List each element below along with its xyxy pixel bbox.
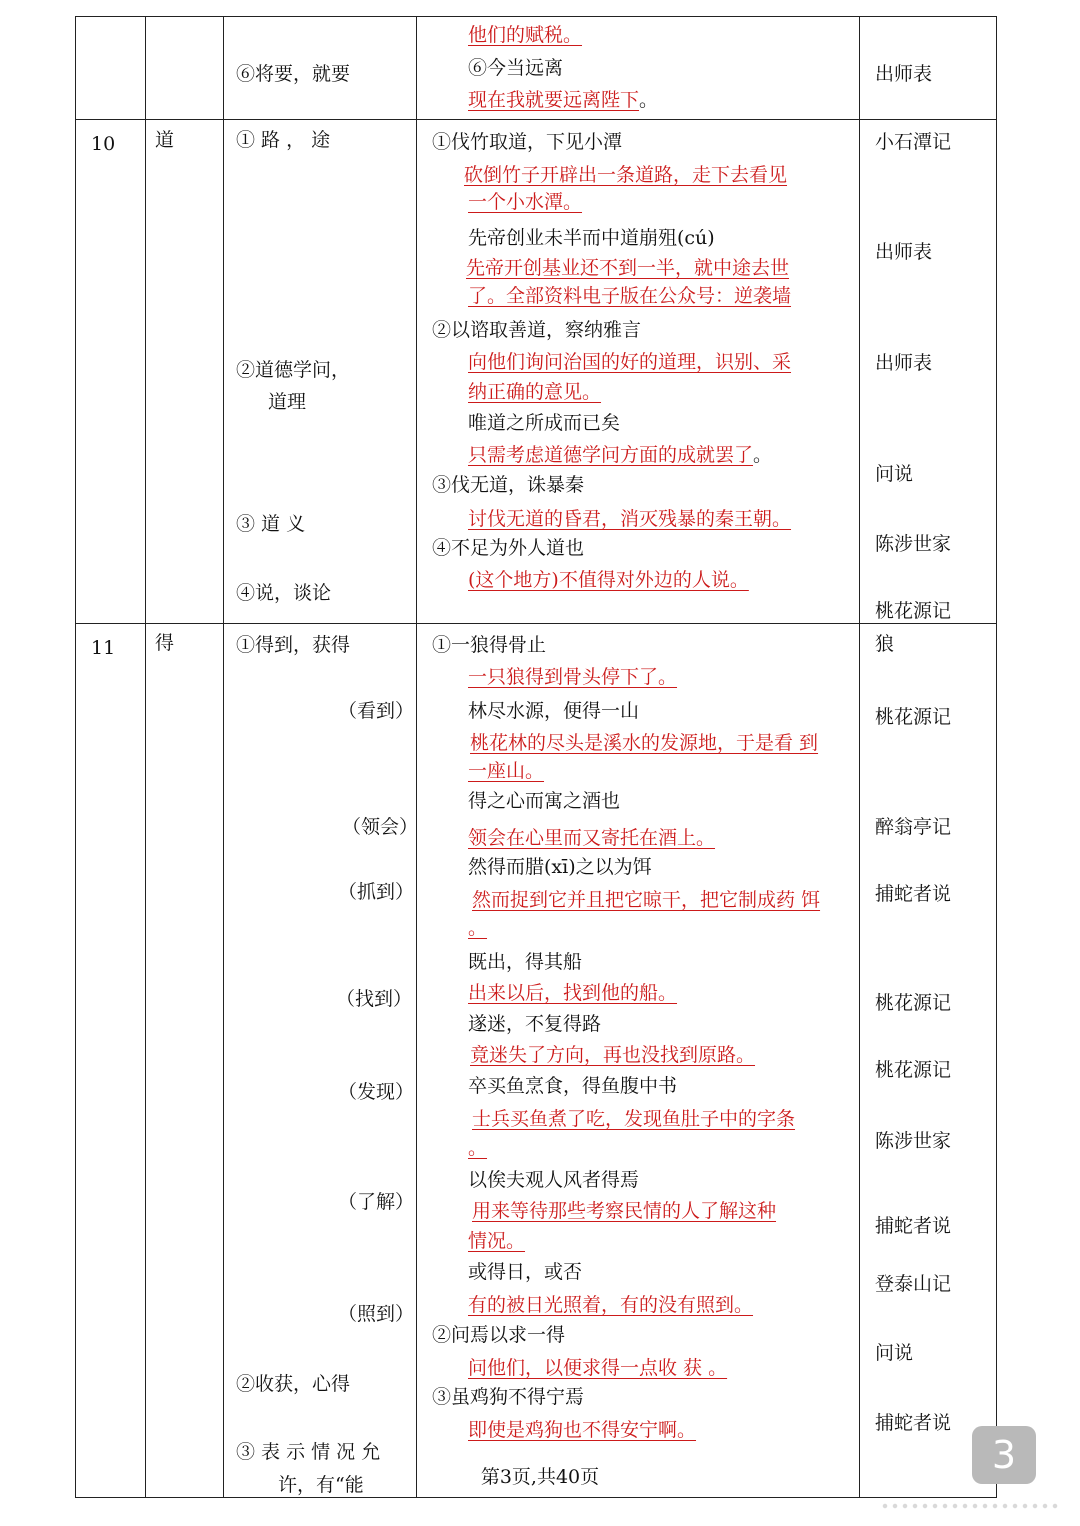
source-text: 捕蛇者说: [875, 1412, 952, 1434]
translation: (这个地方)不值得对外边的人说。: [468, 569, 749, 591]
meaning: ②收获，心得: [236, 1373, 351, 1395]
column-divider-char: [223, 16, 224, 1498]
translation: 。: [468, 1137, 488, 1159]
meaning: （看到）: [338, 700, 415, 722]
example-sentence: ④不足为外人道也: [432, 537, 585, 559]
column-divider-example: [859, 16, 860, 1498]
row-border-top: [75, 16, 997, 17]
example-sentence: ①伐竹取道，下见小潭: [432, 131, 623, 153]
example-sentence: ③伐无道，诛暴秦: [432, 474, 585, 496]
translation: 出来以后，找到他的船。: [468, 982, 678, 1004]
translation: 他们的赋税。: [468, 24, 583, 46]
meaning: ③ 表 示 情 况 允: [236, 1441, 381, 1463]
translation: 纳正确的意见。: [468, 381, 602, 403]
example-sentence: 先帝创业未半而中道崩殂(cú): [468, 227, 715, 249]
example-sentence: 以俟夫观人风者得焉: [468, 1169, 640, 1191]
example-sentence: 遂迷，不复得路: [468, 1013, 602, 1035]
example-sentence: 林尽水源，便得一山: [468, 700, 640, 722]
table-border-right: [996, 16, 997, 1498]
meaning: （发现）: [338, 1081, 415, 1103]
column-divider-meaning: [416, 16, 417, 1498]
row-border-bottom: [75, 1497, 997, 1498]
translation: 问他们，以便求得一点收 获 。: [468, 1357, 728, 1379]
meaning: ⑥将要，就要: [236, 63, 351, 85]
translation: 先帝开创基业还不到一半，就中途去世: [466, 257, 790, 279]
row-border-10-11: [75, 623, 997, 624]
column-divider-num: [145, 16, 146, 1498]
translation: 只需考虑道德学问方面的成就罢了。: [468, 444, 773, 466]
meaning: ③ 道 义: [236, 513, 306, 535]
example-sentence: ⑥今当远离: [468, 57, 564, 79]
keyword-char: 道: [155, 129, 175, 151]
translation: 一个小水潭。: [468, 191, 583, 213]
translation: 领会在心里而又寄托在酒上。: [468, 827, 716, 849]
row-number: 10: [91, 133, 116, 155]
example-sentence: 既出，得其船: [468, 951, 583, 973]
example-sentence: ①一狼得骨止: [432, 634, 547, 656]
example-sentence: 唯道之所成而已矣: [468, 412, 621, 434]
meaning: （照到）: [338, 1303, 415, 1325]
source-text: 问说: [875, 463, 914, 485]
translation: 然而捉到它并且把它晾干，把它制成药 饵: [472, 889, 821, 911]
table-border-left: [75, 16, 76, 1498]
row-border-9-10: [75, 119, 997, 120]
translation: 讨伐无道的昏君，消灭残暴的秦王朝。: [468, 508, 792, 530]
source-text: 问说: [875, 1342, 914, 1364]
translation: 士兵买鱼煮了吃，发现鱼肚子中的字条: [472, 1108, 796, 1130]
source-text: 陈涉世家: [875, 1130, 952, 1152]
source-text: 小石潭记: [875, 131, 952, 153]
meaning: ①得到，获得: [236, 634, 351, 656]
source-text: 出师表: [875, 241, 933, 263]
translation: 现在我就要远离陛下。: [468, 89, 659, 111]
watermark-dots: [880, 1502, 1060, 1510]
source-text: 桃花源记: [875, 992, 952, 1014]
example-sentence: ②以谘取善道，察纳雅言: [432, 319, 642, 341]
source-text: 桃花源记: [875, 1059, 952, 1081]
source-text: 醉翁亭记: [875, 816, 952, 838]
meaning: 道理: [268, 391, 307, 413]
example-sentence: 得之心而寓之酒也: [468, 790, 621, 812]
source-text: 捕蛇者说: [875, 883, 952, 905]
translation: 有的被日光照着，有的没有照到。: [468, 1294, 754, 1316]
source-text: 桃花源记: [875, 706, 952, 728]
example-sentence: ②问焉以求一得: [432, 1324, 566, 1346]
translation: 了。全部资料电子版在公众号：逆袭墙: [468, 285, 792, 307]
source-text: 出师表: [875, 63, 933, 85]
source-text: 捕蛇者说: [875, 1215, 952, 1237]
meaning: ②道德学问，: [236, 359, 351, 381]
translation: 桃花林的尽头是溪水的发源地，于是看 到: [470, 732, 819, 754]
translation: 用来等待那些考察民情的人了解这种: [472, 1200, 777, 1222]
translation: 向他们询问治国的好的道理，识别、采: [468, 351, 792, 373]
source-text: 桃花源记: [875, 600, 952, 622]
source-text: 登泰山记: [875, 1273, 952, 1295]
example-sentence: ③虽鸡狗不得宁焉: [432, 1386, 585, 1408]
row-number: 11: [91, 637, 116, 659]
meaning: ④说，谈论: [236, 582, 332, 604]
meaning: （了解）: [338, 1191, 415, 1213]
meaning: 许，有“能: [278, 1474, 364, 1496]
translation: 砍倒竹子开辟出一条道路，走下去看见: [464, 164, 788, 186]
translation: 情况。: [468, 1230, 526, 1252]
translation: 竟迷失了方向，再也没找到原路。: [470, 1044, 756, 1066]
translation: 一只狼得到骨头停下了。: [468, 666, 678, 688]
example-sentence: 或得日，或否: [468, 1261, 583, 1283]
translation: 。: [468, 917, 488, 939]
meaning: （抓到）: [338, 881, 415, 903]
source-text: 陈涉世家: [875, 533, 952, 555]
meaning: （找到）: [336, 988, 413, 1010]
source-text: 狼: [875, 633, 895, 655]
page-footer: 第3页,共40页: [480, 1466, 600, 1488]
example-sentence: 然得而腊(xī)之以为饵: [468, 856, 652, 878]
translation: 一座山。: [468, 760, 545, 782]
meaning: ① 路 ， 途: [236, 129, 331, 151]
page-number-badge[interactable]: 3: [972, 1426, 1036, 1484]
meaning: （领会）: [342, 816, 419, 838]
example-sentence: 卒买鱼烹食，得鱼腹中书: [468, 1075, 678, 1097]
translation: 即使是鸡狗也不得安宁啊。: [468, 1419, 697, 1441]
keyword-char: 得: [155, 632, 175, 654]
source-text: 出师表: [875, 352, 933, 374]
